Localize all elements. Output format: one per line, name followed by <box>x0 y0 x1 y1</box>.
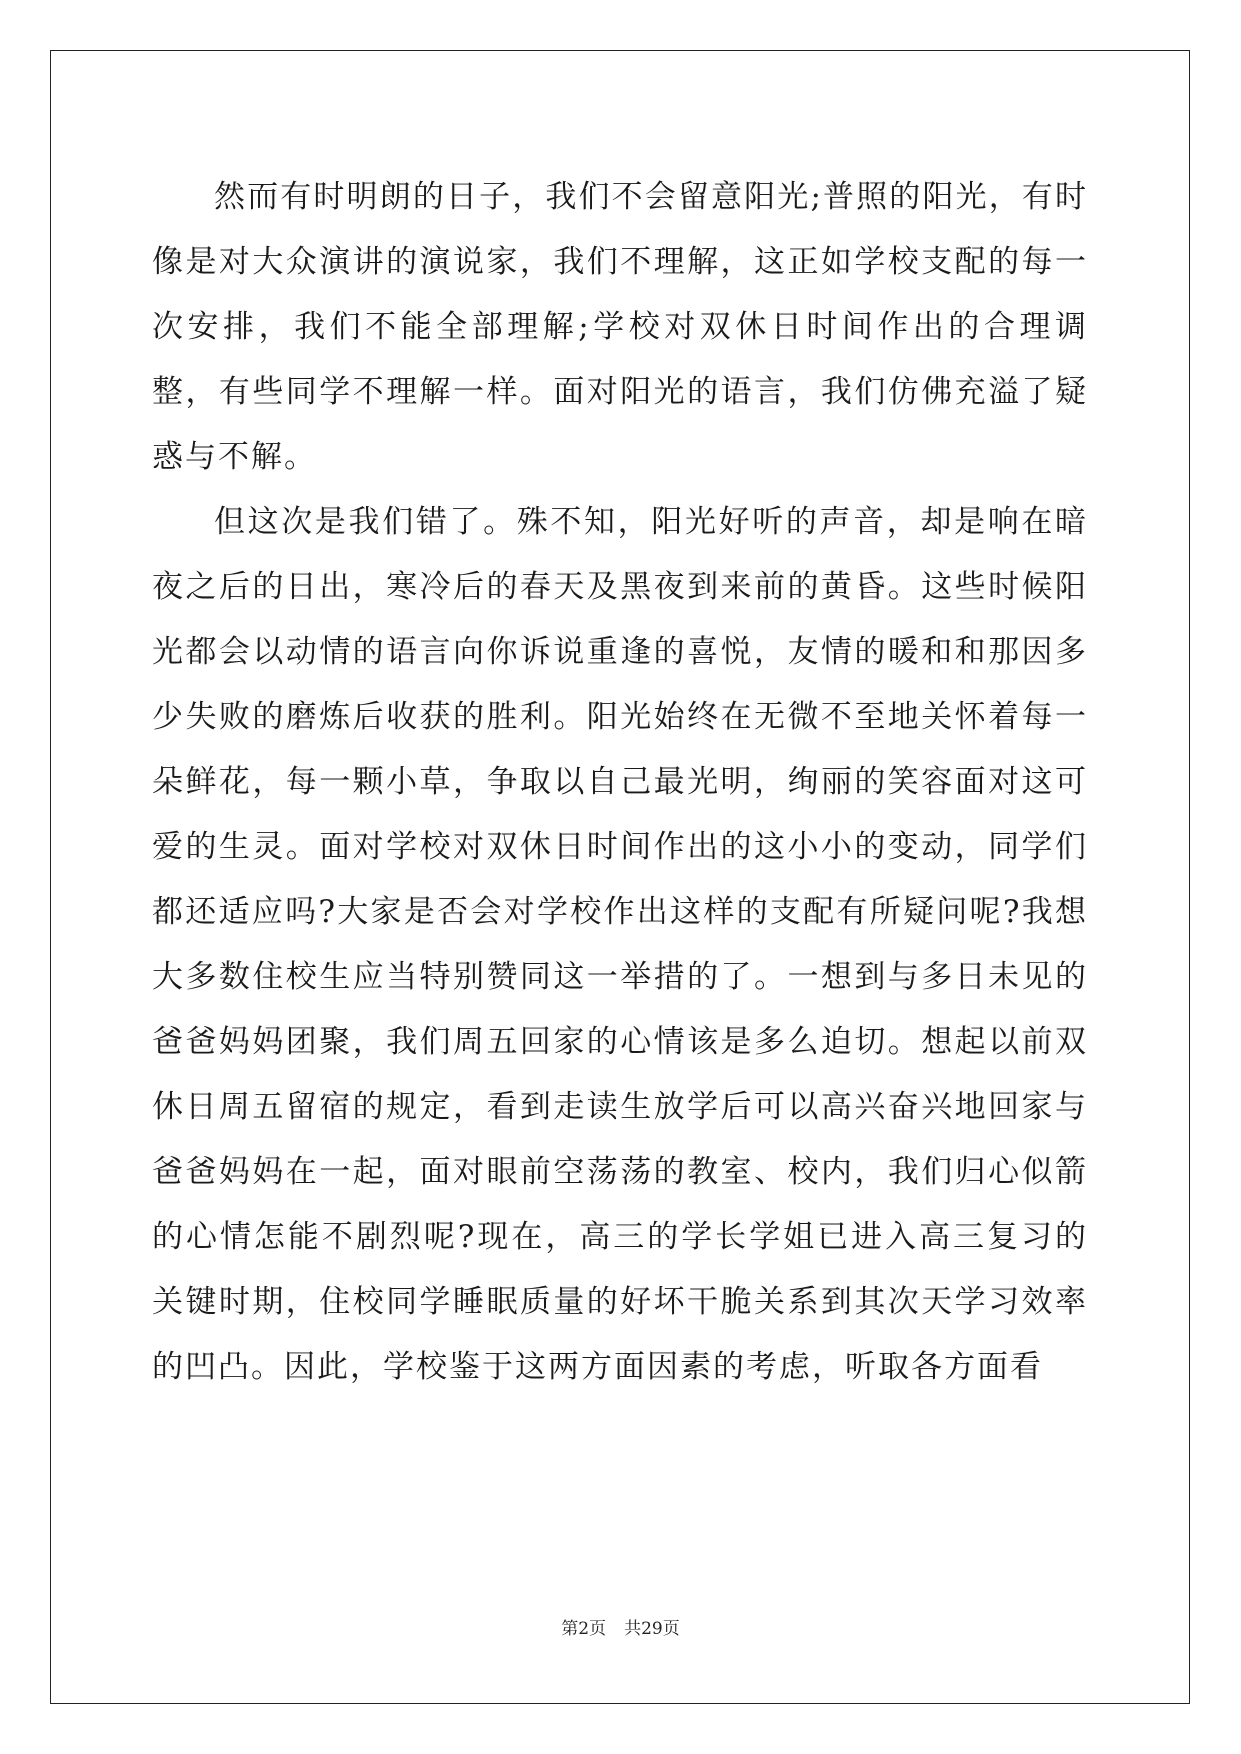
total-pages: 共29页 <box>624 1619 680 1639</box>
page-footer <box>0 1614 1241 1639</box>
paragraph-1: 然而有时明朗的日子，我们不会留意阳光;普照的阳光，有时像是对大众演讲的演说家，我们不理解，这正如学校支配的每一次安排，我们不能全部理解;学校对双休日时间作出的合理调整，有些同学不理解一样。面对阳光的语言，我们仿佛充溢了疑惑与不解。 <box>152 179 1088 475</box>
paragraph-2: 但这次是我们错了。殊不知，阳光好听的声音，却是响在暗夜之后的日出，寒冷后的春天及黑夜到来前的黄昏。这些时候阳光都会以动情的语言向你诉说重逢的喜悦，友情的暖和和那因多少失败的磨炼后收获的胜利。阳光始终在无微不至地关怀着每一朵鲜花，每一颗小草，争取以自己最光明，绚丽的笑容面对这可爱的生灵。面对学校对双休日时间作出的这小小的变动，同学们都还适应吗?大家是否会对学校作出这样的支配有所疑问呢?我想大多数住校生应当特别赞同这一举措的了。一想到与多日未见的爸爸妈妈团聚，我们周五回家的心情该是多么迫切。想起以前双休日周五留宿的规定，看到走读生放学后可以高兴奋兴地回家与爸爸妈妈在一起，面对眼前空荡荡的教室、校内，我们归心似箭的心情怎能不剧烈呢?现在，高三的学长学姐已进入高三复习的关键时期，住校同学睡眠质量的好坏干脆关系到其次天学习效率的凹凸。因此，学校鉴于这两方面因素的考虑，听取各方面看 <box>152 504 1088 1385</box>
page-number: 第2页 <box>561 1619 607 1639</box>
document-body <box>152 165 1088 1400</box>
